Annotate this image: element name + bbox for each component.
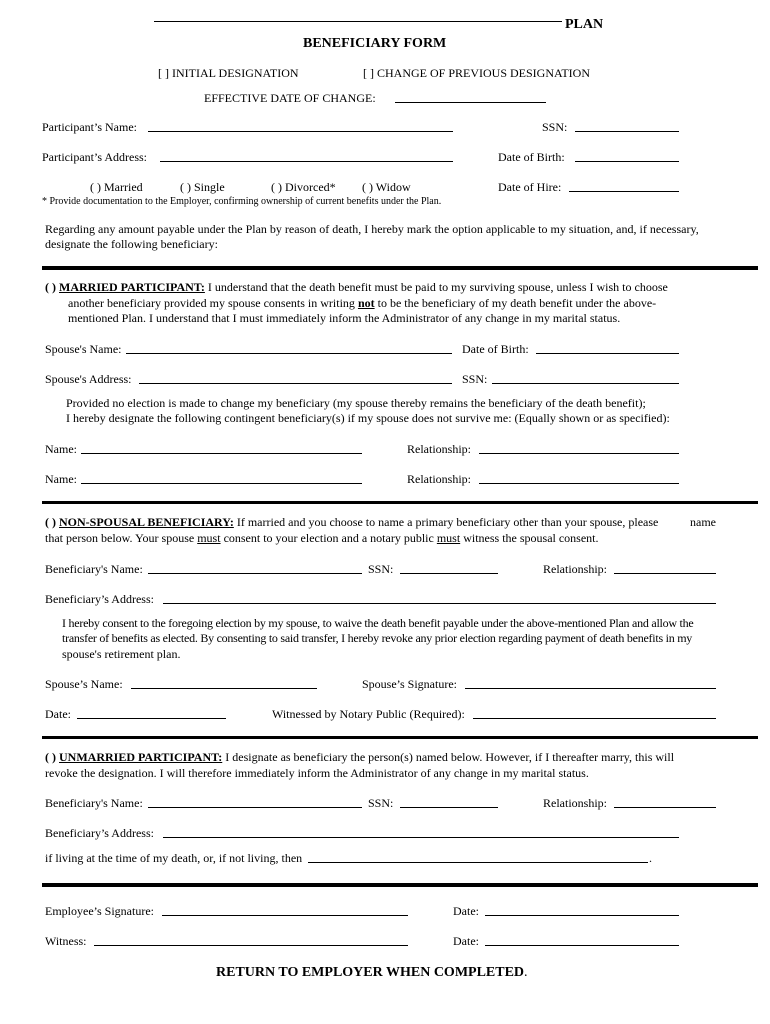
ns-spouse-name-field[interactable]	[131, 688, 317, 689]
unmarried-text-line-1: I designate as beneficiary the person(s) named below. However, if I thereafter marry, this will	[222, 750, 675, 764]
contingent-text-line-1: Provided no election is made to change my beneficiary (my spouse thereby remains the beneficiary of the death benefit);	[66, 396, 646, 410]
nonspousal-title: NON-SPOUSAL BENEFICIARY:	[59, 515, 234, 529]
unmarried-title: UNMARRIED PARTICIPANT:	[59, 750, 223, 764]
nonspousal-text-name: name	[690, 515, 716, 529]
nonspousal-option-mark[interactable]: ( )	[45, 515, 56, 529]
unmarried-option-mark[interactable]: ( )	[45, 750, 56, 764]
ns-date-label: Date:	[45, 707, 71, 721]
ns-beneficiary-address-field[interactable]	[163, 603, 716, 604]
um-beneficiary-name-label: Beneficiary's Name:	[45, 796, 143, 810]
contingent-relationship-label: Relationship:	[407, 472, 471, 486]
married-option-mark[interactable]: ( )	[45, 280, 56, 294]
ns-ssn-label: SSN:	[368, 562, 394, 576]
witness-label: Witness:	[45, 934, 87, 948]
consent-text-line-3: spouse's retirement plan.	[62, 647, 181, 661]
contingent-name-label: Name:	[45, 442, 77, 456]
married-participant-title: MARRIED PARTICIPANT:	[59, 280, 205, 294]
single-status-option[interactable]: ( ) Single	[180, 180, 225, 194]
spouse-ssn-field[interactable]	[492, 383, 679, 384]
contingent-relationship-field[interactable]	[479, 483, 679, 484]
contingent-relationship-field[interactable]	[479, 453, 679, 454]
intro-text-line-1: Regarding any amount payable under the Plan by reason of death, I hereby mark the option applicable to my situation, and, if necessary,	[45, 222, 699, 236]
ns-notary-field[interactable]	[473, 718, 716, 719]
unmarried-heading	[45, 751, 674, 763]
participant-name-label: Participant’s Name:	[42, 120, 137, 134]
married-text-line-1: I understand that the death benefit must be paid to my surviving spouse, unless I wish to choose	[204, 280, 668, 294]
um-ssn-label: SSN:	[368, 796, 394, 810]
spouse-address-label: Spouse's Address:	[45, 372, 132, 386]
participant-ssn-field[interactable]	[575, 131, 679, 132]
ns-ssn-field[interactable]	[400, 573, 498, 574]
married-text-line-2: another beneficiary provided my spouse consents in writing not to be the beneficiary of my death benefit under the above-	[68, 296, 657, 310]
contingent-beneficiary-field[interactable]	[308, 862, 648, 863]
contingent-name-field[interactable]	[81, 483, 362, 484]
witness-field[interactable]	[94, 945, 408, 946]
married-status-option[interactable]: ( ) Married	[90, 180, 143, 194]
um-beneficiary-address-field[interactable]	[163, 837, 679, 838]
contingent-relationship-label: Relationship:	[407, 442, 471, 456]
ns-spouse-signature-label: Spouse’s Signature:	[362, 677, 457, 691]
if-living-label: if living at the time of my death, or, if not living, then	[45, 851, 303, 865]
witness-date-field[interactable]	[485, 945, 679, 946]
nonspousal-heading	[45, 516, 658, 528]
um-beneficiary-address-label: Beneficiary’s Address:	[45, 826, 154, 840]
married-text-line-3: mentioned Plan. I understand that I must immediately inform the Administrator of any change in my marital status.	[68, 311, 621, 325]
plan-label: PLAN	[565, 17, 604, 32]
um-relationship-field[interactable]	[614, 807, 716, 808]
hire-date-label: Date of Hire:	[498, 180, 562, 194]
consent-text-line-1: I hereby consent to the foregoing election by my spouse, to waive the death benefit payable under the above-mentioned Plan and allow the	[62, 616, 694, 630]
participant-dob-field[interactable]	[575, 161, 679, 162]
effective-date-field[interactable]	[395, 102, 546, 103]
contingent-name-label: Name:	[45, 472, 77, 486]
widow-status-option[interactable]: ( ) Widow	[362, 180, 411, 194]
employee-signature-label: Employee’s Signature:	[45, 904, 154, 918]
ns-notary-label: Witnessed by Notary Public (Required):	[272, 707, 465, 721]
section-divider	[42, 736, 758, 739]
employee-date-label: Date:	[453, 904, 479, 918]
ns-relationship-field[interactable]	[614, 573, 716, 574]
ns-relationship-label: Relationship:	[543, 562, 607, 576]
contingent-text-line-2: I hereby designate the following contingent beneficiary(s) if my spouse does not survive me: (Equally shown or as specified):	[66, 411, 670, 425]
participant-address-label: Participant’s Address:	[42, 150, 147, 164]
effective-date-label: EFFECTIVE DATE OF CHANGE:	[204, 91, 376, 105]
consent-text-line-2: transfer of benefits as elected. By consenting to said transfer, I hereby revoke any prior election regarding payment of death benefits in my	[62, 631, 693, 645]
ns-spouse-name-label: Spouse’s Name:	[45, 677, 123, 691]
intro-text-line-2: designate the following beneficiary:	[45, 237, 218, 251]
employee-signature-field[interactable]	[162, 915, 408, 916]
contingent-name-field[interactable]	[81, 453, 362, 454]
participant-name-field[interactable]	[148, 131, 453, 132]
um-relationship-label: Relationship:	[543, 796, 607, 810]
participant-address-field[interactable]	[160, 161, 453, 162]
witness-date-label: Date:	[453, 934, 479, 948]
spouse-name-label: Spouse's Name:	[45, 342, 122, 356]
hire-date-field[interactable]	[569, 191, 679, 192]
spouse-ssn-label: SSN:	[462, 372, 488, 386]
change-designation-checkbox[interactable]: [ ] CHANGE OF PREVIOUS DESIGNATION	[363, 66, 590, 80]
nonspousal-text-line-1: If married and you choose to name a primary beneficiary other than your spouse, please	[233, 515, 659, 529]
ns-spouse-signature-field[interactable]	[465, 688, 716, 689]
spouse-dob-label: Date of Birth:	[462, 342, 529, 356]
documentation-footnote: * Provide documentation to the Employer, confirming ownership of current benefits under the Plan.	[42, 196, 442, 207]
initial-designation-checkbox[interactable]: [ ] INITIAL DESIGNATION	[158, 66, 299, 80]
ns-date-field[interactable]	[77, 718, 226, 719]
employee-date-field[interactable]	[485, 915, 679, 916]
section-divider	[42, 501, 758, 504]
section-divider	[42, 266, 758, 270]
ns-beneficiary-name-label: Beneficiary's Name:	[45, 562, 143, 576]
spouse-dob-field[interactable]	[536, 353, 679, 354]
form-title: BENEFICIARY FORM	[303, 36, 447, 51]
ns-beneficiary-name-field[interactable]	[148, 573, 362, 574]
ns-beneficiary-address-label: Beneficiary’s Address:	[45, 592, 154, 606]
unmarried-text-line-2: revoke the designation. I will therefore immediately inform the Administrator of any change in my marital status.	[45, 766, 589, 780]
participant-dob-label: Date of Birth:	[498, 150, 565, 164]
spouse-name-field[interactable]	[126, 353, 452, 354]
nonspousal-text-line-2: that person below. Your spouse must consent to your election and a notary public must witness the spousal consent.	[45, 531, 599, 545]
divorced-status-option[interactable]: ( ) Divorced*	[271, 180, 336, 194]
plan-name-field[interactable]	[154, 21, 562, 22]
um-beneficiary-name-field[interactable]	[148, 807, 362, 808]
participant-ssn-label: SSN:	[542, 120, 568, 134]
section-divider	[42, 883, 758, 887]
um-ssn-field[interactable]	[400, 807, 498, 808]
married-participant-heading	[45, 281, 668, 293]
return-instruction: RETURN TO EMPLOYER WHEN COMPLETED.	[216, 965, 528, 980]
spouse-address-field[interactable]	[139, 383, 452, 384]
if-living-period: .	[649, 851, 652, 865]
